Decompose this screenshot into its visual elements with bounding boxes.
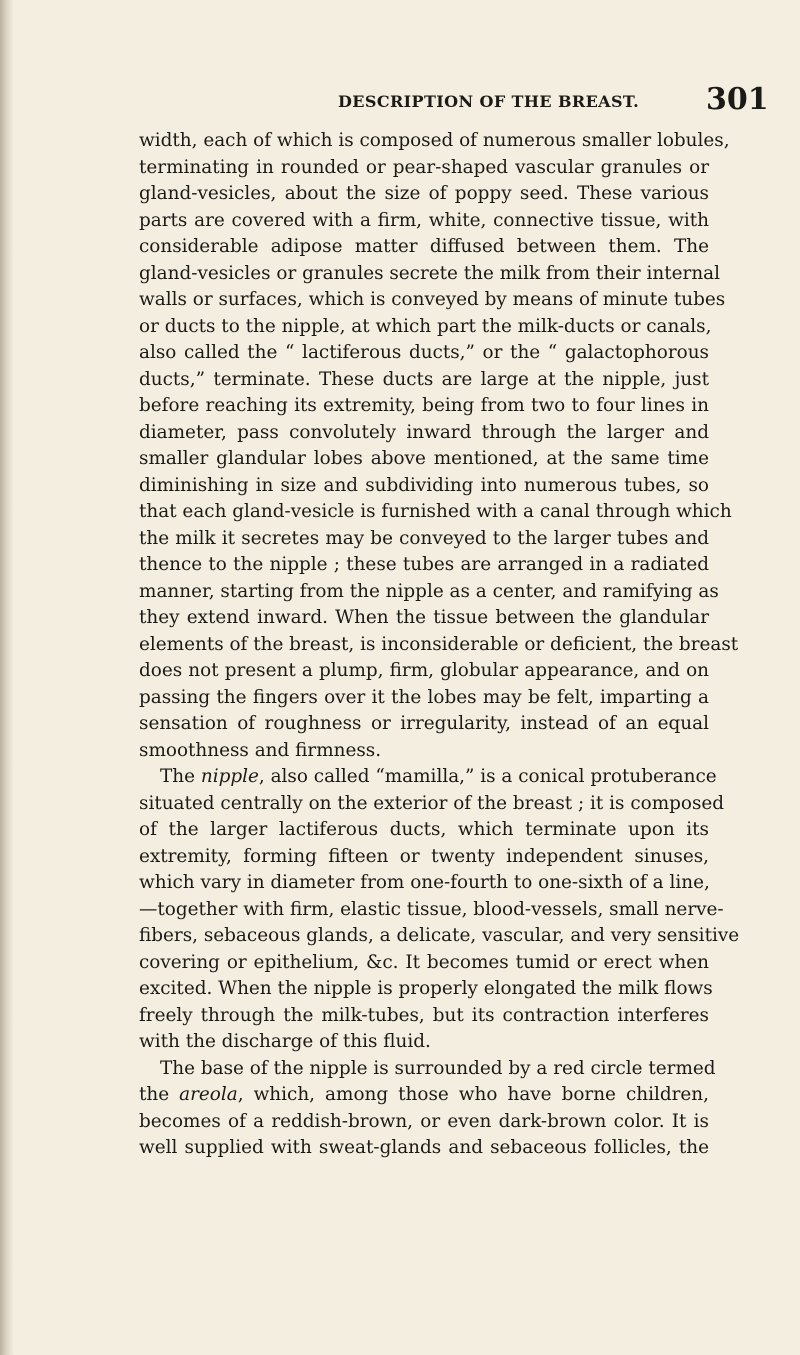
text-line: which vary in diameter from one-fourth to one-sixth of a line, bbox=[139, 872, 710, 893]
text-run: The bbox=[160, 766, 201, 787]
text-line: parts are covered with a firm, white, connective tissue, with bbox=[139, 209, 709, 231]
text-line: passing the fingers over it the lobes may be felt, imparting a bbox=[139, 686, 709, 708]
text-line: considerable adipose matter diffused between them. The bbox=[139, 236, 709, 257]
text-line: also called the “ lactiferous ducts,” or the “ galactophorous bbox=[139, 342, 709, 363]
text-line: does not present a plump, firm, globular appearance, and on bbox=[139, 660, 709, 681]
text-line: terminating in rounded or pear-shaped vascular granules or bbox=[139, 156, 709, 178]
page-gutter-shadow bbox=[0, 0, 14, 1355]
page-header bbox=[0, 82, 800, 122]
text-line: —together with firm, elastic tissue, blood-vessels, small nerve- bbox=[139, 898, 724, 920]
text-line: extremity, forming fifteen or twenty independent sinuses, bbox=[139, 845, 709, 867]
text-line: well supplied with sweat-glands and sebaceous follicles, the bbox=[139, 1137, 709, 1158]
text-line: gland-vesicles or granules secrete the milk from their internal bbox=[139, 262, 721, 284]
text-line: they extend inward. When the tissue between the glandular bbox=[139, 607, 709, 628]
text-line: before reaching its extremity, being from two to four lines in bbox=[139, 395, 709, 416]
text-line: situated centrally on the exterior of the breast ; it is composed bbox=[139, 792, 725, 814]
text-line: the milk it secretes may be conveyed to the larger tubes and bbox=[139, 527, 709, 549]
paragraph-first-line bbox=[139, 764, 717, 791]
text-line: elements of the breast, is inconsiderable or deficient, the breast bbox=[139, 633, 739, 655]
text-line: with the discharge of this fluid. bbox=[139, 1031, 431, 1052]
text-line: covering or epithelium, &c. It becomes tumid or erect when bbox=[139, 951, 709, 973]
text-run: , which, among those who have borne children, bbox=[237, 1084, 709, 1105]
body-text bbox=[139, 128, 740, 1162]
running-head: DESCRIPTION OF THE BREAST. bbox=[338, 92, 640, 111]
text-line: diameter, pass convolutely inward through the larger and bbox=[139, 421, 709, 443]
text-run: , also called “mamilla,” is a conical protuberance bbox=[258, 766, 717, 787]
text-line: gland-vesicles, about the size of poppy seed. These various bbox=[139, 183, 709, 204]
text-line: smaller glandular lobes above mentioned, at the same time bbox=[139, 448, 709, 469]
text-line: width, each of which is composed of numerous smaller lobules, bbox=[139, 130, 730, 151]
text-line: thence to the nipple ; these tubes are arranged in a radiated bbox=[139, 554, 709, 575]
text-run: the bbox=[139, 1084, 180, 1105]
text-line: walls or surfaces, which is conveyed by means of minute tubes bbox=[139, 289, 726, 310]
text-line: fibers, sebaceous glands, a delicate, vascular, and very sensitive bbox=[139, 925, 740, 946]
text-line: diminishing in size and subdividing into numerous tubes, so bbox=[139, 474, 709, 496]
text-line: smoothness and firmness. bbox=[139, 739, 382, 761]
paragraph-first-line: The base of the nipple is surrounded by a red circle termed bbox=[160, 1057, 716, 1079]
text-line: manner, starting from the nipple as a center, and ramifying as bbox=[139, 580, 719, 602]
text-line: of the larger lactiferous ducts, which terminate upon its bbox=[139, 819, 709, 840]
text-line: that each gland-vesicle is furnished with a canal through which bbox=[139, 501, 732, 522]
text-line bbox=[139, 1082, 709, 1109]
text-line: freely through the milk-tubes, but its contraction interferes bbox=[139, 1004, 709, 1026]
text-line: sensation of roughness or irregularity, instead of an equal bbox=[139, 713, 709, 734]
text-line: becomes of a reddish-brown, or even dark-brown color. It is bbox=[139, 1110, 709, 1132]
italic-term: nipple bbox=[200, 766, 259, 787]
text-line: excited. When the nipple is properly elongated the milk flows bbox=[139, 978, 713, 999]
italic-term: areola bbox=[179, 1084, 238, 1105]
page-number: 301 bbox=[706, 82, 769, 117]
text-line: ducts,” terminate. These ducts are large at the nipple, just bbox=[139, 368, 709, 390]
text-line: or ducts to the nipple, at which part the milk-ducts or canals, bbox=[139, 315, 712, 337]
